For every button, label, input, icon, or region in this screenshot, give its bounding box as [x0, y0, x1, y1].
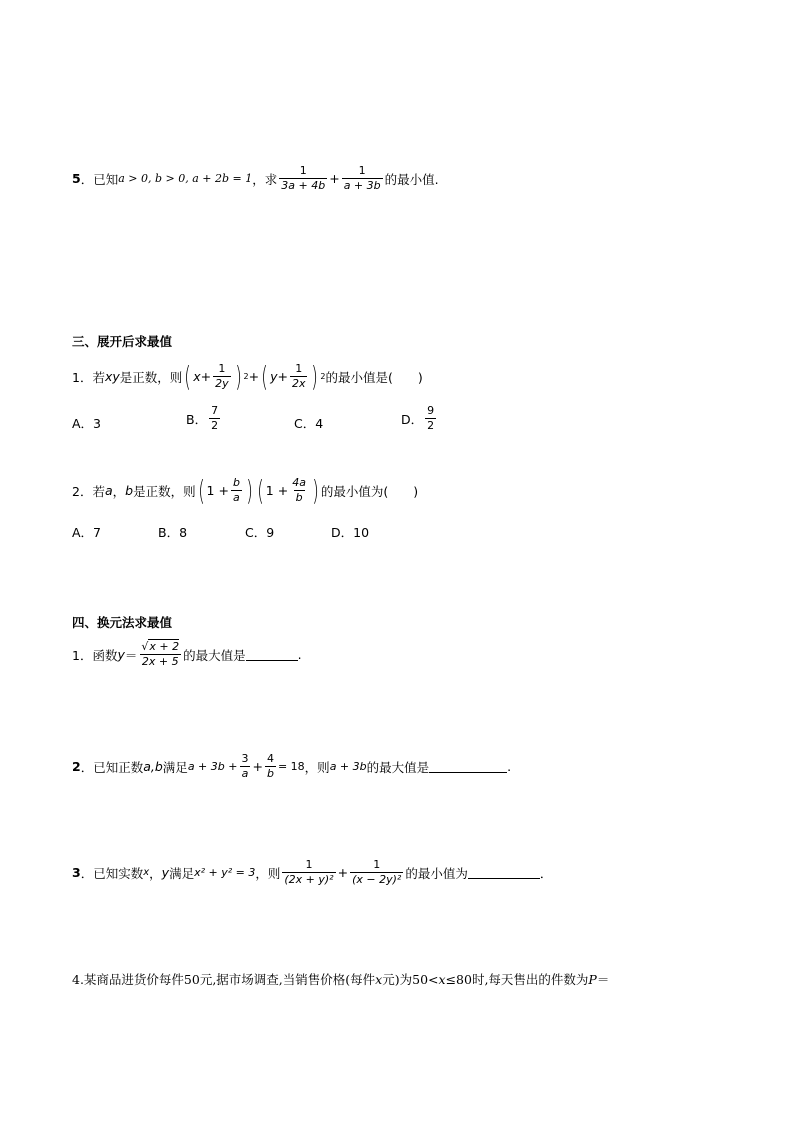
denominator: b — [295, 491, 303, 504]
left-paren: ( — [197, 473, 205, 507]
numerator: 7 — [211, 404, 219, 417]
section4-question-3 — [72, 858, 552, 887]
left-paren: ( — [184, 359, 192, 393]
denominator: (x − 2y)² — [352, 873, 402, 886]
denominator: a — [241, 767, 249, 780]
equals-sign: ＝ — [124, 647, 138, 663]
fraction — [290, 476, 308, 505]
fraction — [209, 404, 220, 433]
variable: y — [161, 865, 170, 880]
denominator: 2x — [291, 377, 306, 390]
problem-text: 的最小值. — [384, 171, 439, 187]
option-a: A．3 — [72, 416, 102, 431]
right-paren: ) — [246, 473, 253, 507]
question-text: 满足 — [162, 759, 188, 775]
question-number: 2 — [72, 759, 81, 774]
question-lead: 1．函数 — [72, 647, 118, 663]
variable: xy — [104, 369, 120, 384]
answer-blank[interactable] — [246, 648, 298, 661]
option-d: D．10 — [331, 525, 370, 540]
variable: a,b — [143, 759, 163, 774]
denominator: 2x + 5 — [141, 655, 179, 668]
section4-question-1 — [72, 640, 302, 669]
numerator: 1 — [305, 858, 313, 871]
fraction — [342, 164, 383, 193]
option-label: D． — [401, 411, 424, 427]
question-number: 3 — [72, 865, 81, 880]
numerator: 3 — [241, 752, 249, 765]
question-lead: 1．若 — [72, 369, 105, 385]
variable: P — [588, 971, 597, 987]
question-text: ．已知实数 — [80, 865, 144, 881]
numerator: √x + 2 — [141, 640, 180, 653]
fraction — [290, 362, 308, 391]
question-text: ≤80时,每天售出的件数为 — [445, 972, 589, 987]
plus-sign: + — [329, 171, 340, 186]
question-tail: 的最小值是( ) — [325, 369, 423, 385]
variable: y — [270, 369, 278, 384]
numerator: 1 — [373, 858, 381, 871]
fraction — [350, 858, 403, 887]
question-tail: 的最小值为( ) — [320, 483, 419, 499]
period: . — [297, 647, 302, 662]
option-d — [401, 404, 438, 433]
section-heading-4: 四、换元法求最值 — [72, 615, 173, 630]
plus-sign: + — [277, 369, 288, 384]
question-text: ．已知正数 — [80, 759, 144, 775]
answer-blank[interactable] — [468, 866, 540, 879]
fraction — [279, 164, 327, 193]
variable: x — [193, 369, 201, 384]
right-paren: ) — [234, 359, 242, 393]
period: ． — [539, 865, 553, 881]
section3-question-2 — [72, 473, 419, 507]
numerator: 1 — [295, 362, 303, 375]
option-a: A．7 — [72, 525, 102, 540]
denominator: a — [233, 491, 240, 504]
plus-sign: + — [248, 369, 260, 384]
section-heading-3: 三、展开后求最值 — [72, 334, 173, 349]
comma: ， — [112, 483, 126, 499]
question-text: ，则 — [304, 759, 330, 775]
option-c: C．4 — [294, 416, 324, 431]
option-c: C．9 — [245, 525, 275, 540]
denominator: 2 — [211, 419, 219, 432]
section4-question-4 — [72, 970, 609, 988]
expression: a + 3b + — [187, 760, 238, 773]
numerator: 1 — [358, 164, 366, 177]
expression: 1 + — [206, 483, 229, 498]
problem-text: ，求 — [252, 171, 278, 187]
fraction — [425, 404, 436, 433]
condition-expression: x² + y² = 3 — [194, 866, 256, 879]
denominator: b — [266, 767, 274, 780]
question-text: 是正数，则 — [133, 483, 196, 499]
denominator: (2x + y)² — [284, 873, 334, 886]
equals-sign: ＝ — [596, 972, 610, 987]
fraction — [239, 752, 250, 781]
option-label: B． — [186, 411, 208, 427]
plus-sign: + — [252, 759, 263, 774]
radicand: x + 2 — [149, 640, 180, 653]
numerator: 1 — [218, 362, 226, 375]
expression: 1 + — [265, 483, 289, 498]
variable: x — [438, 971, 446, 987]
problem-text: ．已知 — [80, 171, 119, 187]
question-lead: 2．若 — [72, 483, 105, 499]
question-tail: 的最大值是 — [183, 647, 246, 663]
condition-expression: a > 0, b > 0, a + 2b = 1 — [118, 172, 253, 185]
variable: x — [375, 971, 383, 987]
question-text: 的最小值为 — [405, 865, 468, 881]
expression: a + 3b — [329, 760, 367, 773]
period: . — [507, 759, 512, 774]
expression: = 18 — [277, 760, 305, 773]
problem-number: 5 — [72, 171, 81, 186]
question-text: 元)为50< — [382, 972, 439, 987]
question-text: 是正数，则 — [119, 369, 183, 385]
numerator: b — [232, 476, 240, 489]
question-text: 满足 — [169, 865, 195, 881]
fraction — [282, 858, 335, 887]
fraction — [265, 752, 276, 781]
comma: ， — [149, 865, 162, 881]
question-text: 的最大值是 — [366, 759, 430, 775]
question-text: ，则 — [255, 865, 281, 881]
problem-5 — [72, 164, 439, 193]
denominator: 2 — [427, 419, 435, 432]
numerator: 4a — [292, 476, 306, 489]
variable: y — [117, 647, 125, 662]
plus-sign: + — [337, 865, 349, 880]
right-paren: ) — [311, 359, 319, 393]
fraction — [213, 362, 231, 391]
variable: a — [104, 483, 113, 498]
denominator: 2y — [215, 377, 229, 390]
exponent: 2 — [243, 372, 249, 381]
plus-sign: + — [200, 369, 212, 384]
option-b — [186, 404, 222, 433]
denominator: 3a + 4b — [281, 179, 326, 192]
denominator: a + 3b — [343, 179, 381, 192]
left-paren: ( — [261, 359, 268, 393]
answer-blank[interactable] — [429, 760, 507, 773]
right-paren: ) — [312, 473, 319, 507]
exponent: 2 — [320, 372, 326, 381]
numerator: 9 — [427, 404, 435, 417]
question-text: 4.某商品进货价每件50元,据市场调查,当销售价格(每件 — [72, 972, 376, 987]
numerator: 1 — [299, 164, 307, 177]
option-b: B．8 — [158, 525, 188, 540]
section3-question-1 — [72, 359, 423, 393]
section4-question-2 — [72, 752, 511, 781]
variable: b — [125, 483, 134, 498]
numerator: 4 — [266, 752, 274, 765]
left-paren: ( — [257, 473, 264, 507]
variable: x — [143, 867, 150, 878]
fraction — [231, 476, 242, 505]
fraction — [139, 640, 181, 669]
